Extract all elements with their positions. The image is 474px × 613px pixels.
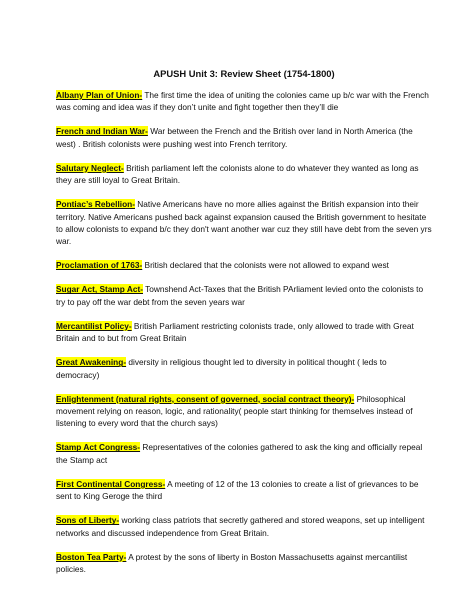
- entry-great-awakening: [56, 356, 432, 381]
- entry-term: French and Indian War-: [56, 126, 148, 137]
- entry-salutary-neglect: [56, 162, 432, 187]
- entry-mercantilist-policy: [56, 320, 432, 345]
- entry-definition: Representatives of the colonies gathered to ask the king and officially repeal the Stamp act: [56, 442, 423, 465]
- entry-enlightenment: [56, 393, 432, 430]
- entry-term: Albany Plan of Union-: [56, 90, 143, 100]
- entry-definition: A protest by the sons of liberty in Boston Massachusetts against mercantilist policies.: [56, 551, 408, 575]
- entry-first-continental-congress: [56, 478, 432, 503]
- page-title: APUSH Unit 3: Review Sheet (1754-1800): [153, 68, 335, 79]
- entry-term: Proclamation of 1763-: [56, 260, 143, 271]
- entry-definition: A meeting of 12 of the 13 colonies to create a list of grievances to be sent to King Geroge the third: [56, 478, 419, 502]
- entry-french-indian-war: [56, 125, 432, 150]
- entry-term: Salutary Neglect-: [56, 162, 124, 173]
- entry-stamp-act-congress: [56, 441, 432, 466]
- entry-definition: Native Americans have no more allies against the British expansion into their territory. Native Americans pushed back against expansion caused the British government to hesitate to allow colonists to expand b/c they don't want another war cuz they still have debt from the seven yrs war.: [56, 199, 432, 247]
- entry-sons-of-liberty: [56, 514, 432, 539]
- entry-term: Mercantilist Policy-: [56, 320, 132, 331]
- entry-term: Boston Tea Party-: [56, 551, 127, 562]
- entry-term: Stamp Act Congress-: [56, 442, 141, 453]
- entry-definition: diversity in religious thought led to diversity in political thought ( leds to democracy): [56, 357, 387, 380]
- entry-term: Sons of Liberty-: [56, 515, 120, 526]
- review-sheet-page: [56, 68, 432, 587]
- entry-definition: British Parliament restricting colonists trade, only allowed to trade with Great Britain and to but from Great Britain: [56, 320, 414, 344]
- entry-term: Great Awakening-: [56, 357, 127, 368]
- entry-definition: War between the French and the British over land in North America (the west) . British colonists were pushing west into French territory.: [56, 126, 413, 149]
- entry-definition: working class patriots that secretly gathered and stored weapons, set up intelligent networks and discussed independence from Great Britain.: [56, 515, 425, 538]
- entry-term: Pontiac’s Rebellion-: [56, 199, 135, 210]
- entry-definition: Townshend Act-Taxes that the British PArliament levied onto the colonists to try to pay off the war debt from the seven years war: [56, 284, 424, 307]
- entry-sugar-stamp-act: [56, 283, 432, 308]
- entry-definition: British parliament left the colonists alone to do whatever they wanted as long as they are still loyal to Great Britain.: [56, 162, 419, 186]
- entry-albany-plan: [56, 89, 432, 114]
- entry-boston-tea-party: [56, 551, 432, 576]
- entry-term: Enlightenment (natural rights, consent of governed, social contract theory)-: [56, 393, 355, 404]
- entry-term: Sugar Act, Stamp Act-: [56, 284, 143, 295]
- entry-definition: The first time the idea of uniting the colonies came up b/c war with the French was coming and idea was if they don’t unite and fight together then they’ll die: [56, 90, 429, 113]
- entry-proclamation-1763: [56, 259, 432, 271]
- entry-definition: British declared that the colonists were not allowed to expand west: [142, 260, 389, 271]
- entry-definition: Philosophical movement relying on reason, logic, and rationality( people start thinking for themselves instead of listening to every word that the church says): [56, 393, 413, 429]
- entry-term: First Continental Congress-: [56, 478, 166, 489]
- entry-pontiacs-rebellion: [56, 198, 432, 248]
